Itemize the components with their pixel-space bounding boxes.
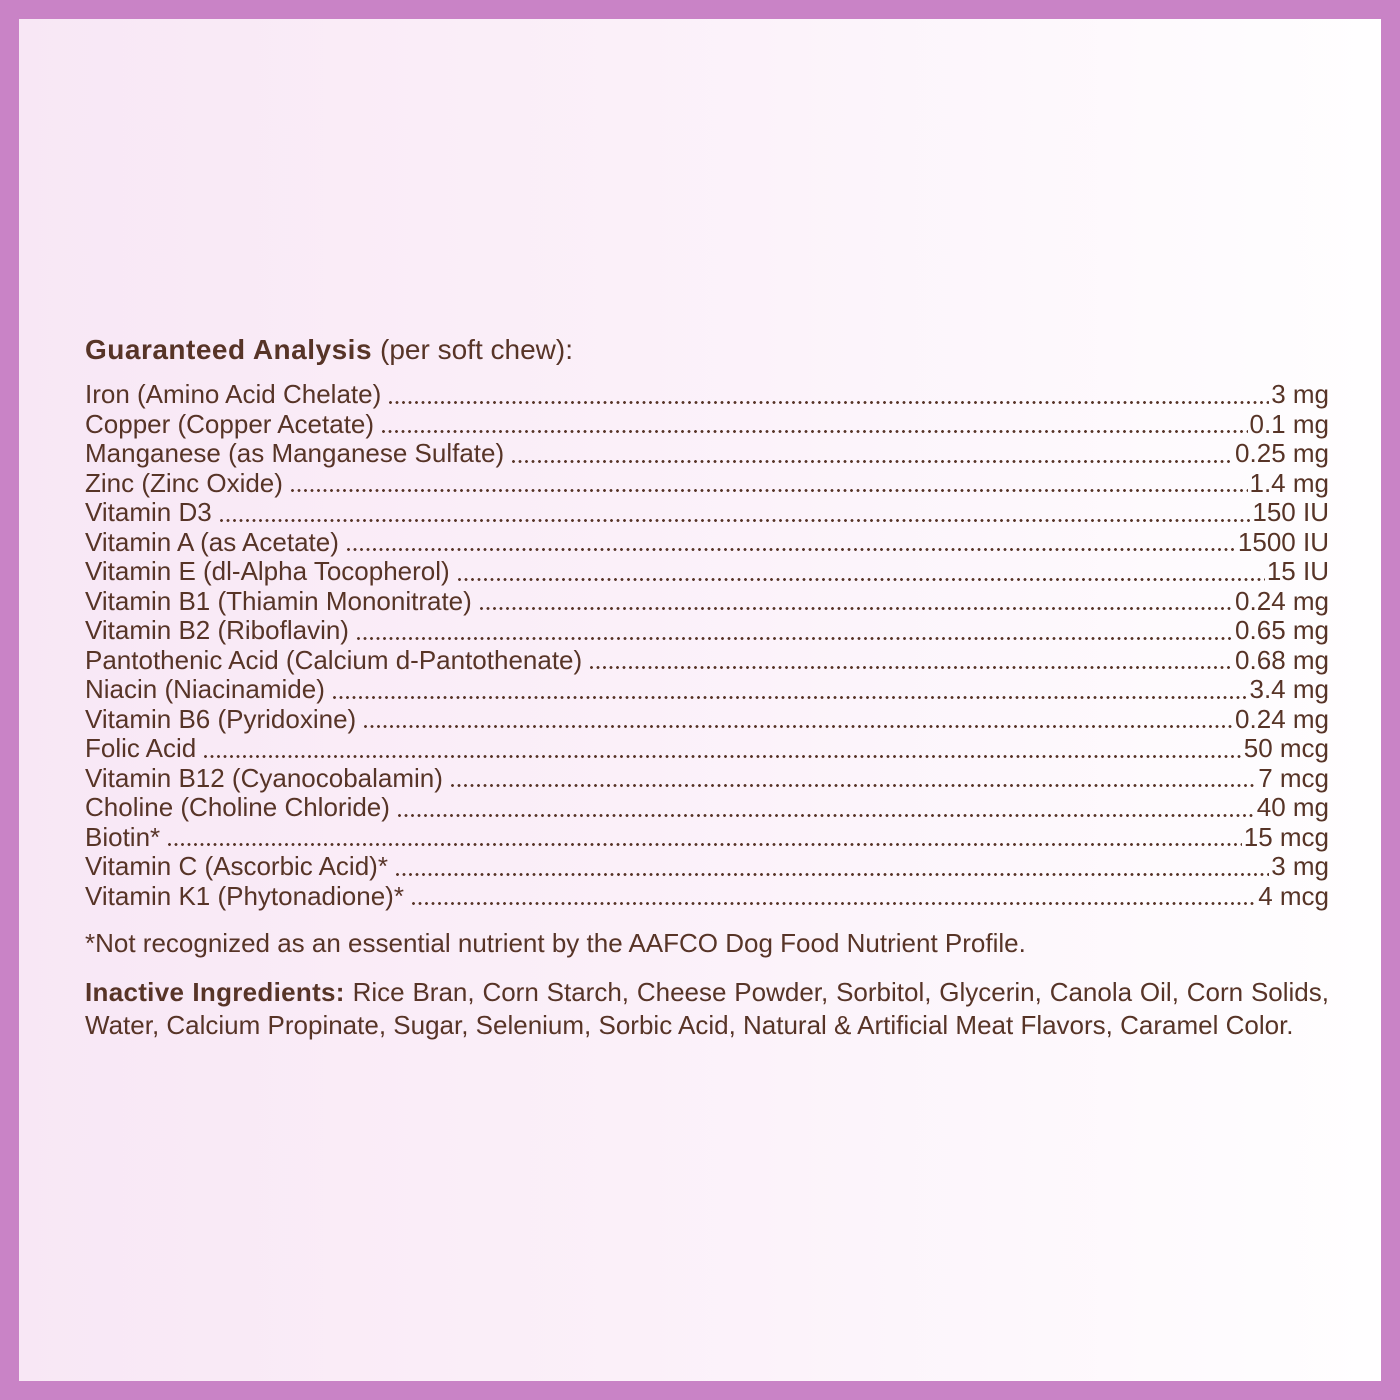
nutrient-label: Biotin* [85, 821, 161, 852]
nutrient-value: 50 mcg [1243, 733, 1329, 763]
dot-leader [412, 902, 1256, 905]
nutrient-label: Vitamin K1 (Phytonadione)* [85, 880, 404, 911]
nutrient-label: Vitamin B1 (Thiamin Mononitrate) [85, 585, 472, 616]
analysis-row [85, 498, 1329, 528]
analysis-row [85, 882, 1329, 912]
guaranteed-analysis-heading: Guaranteed Analysis [85, 334, 373, 365]
nutrient-label: Zinc (Zinc Oxide) [85, 467, 283, 498]
nutrient-value: 3 mg [1271, 851, 1329, 881]
nutrient-label: Iron (Amino Acid Chelate) [85, 379, 382, 409]
analysis-row [85, 852, 1329, 882]
analysis-row [85, 469, 1329, 499]
dot-leader [396, 873, 1269, 876]
analysis-row [85, 557, 1329, 587]
analysis-row [85, 793, 1329, 823]
dot-leader [291, 489, 1248, 492]
nutrient-label: Vitamin A (as Acetate) [85, 526, 339, 557]
inactive-ingredients-label: Inactive Ingredients: [85, 977, 345, 1007]
nutrient-value: 4 mcg [1258, 880, 1329, 911]
nutrient-value: 3 mg [1271, 379, 1329, 409]
dot-leader [590, 666, 1233, 669]
nutrient-value: 0.24 mg [1235, 703, 1329, 734]
nutrient-label: Vitamin C (Ascorbic Acid)* [85, 851, 388, 881]
analysis-row [85, 823, 1329, 853]
nutrient-value: 3.4 mg [1249, 674, 1329, 704]
nutrient-value: 0.1 mg [1249, 408, 1329, 439]
dot-leader [168, 843, 1242, 846]
analysis-row [85, 587, 1329, 617]
nutrient-label: Vitamin B2 (Riboflavin) [85, 615, 349, 645]
analysis-row [85, 646, 1329, 676]
nutrient-label: Choline (Choline Chloride) [85, 792, 390, 822]
analysis-row [85, 616, 1329, 646]
analysis-row [85, 734, 1329, 764]
dot-leader [398, 814, 1255, 817]
nutrient-label: Copper (Copper Acetate) [85, 408, 375, 439]
dot-leader [220, 519, 1251, 522]
dot-leader [451, 784, 1256, 787]
analysis-row [85, 380, 1329, 410]
dot-leader [333, 696, 1248, 699]
nutrient-value: 40 mg [1256, 792, 1329, 822]
dot-leader [458, 578, 1265, 581]
nutrient-value: 15 mcg [1243, 821, 1329, 852]
dot-leader [512, 460, 1233, 463]
nutrient-value: 0.68 mg [1235, 644, 1329, 675]
nutrient-value: 7 mcg [1258, 762, 1329, 793]
dot-leader [357, 637, 1233, 640]
nutrient-value: 0.25 mg [1235, 438, 1329, 468]
nutrient-label: Folic Acid [85, 733, 197, 763]
analysis-row [85, 675, 1329, 705]
dot-leader [382, 430, 1247, 433]
nutrient-value: 1.4 mg [1249, 467, 1329, 498]
nutrient-label: Vitamin B12 (Cyanocobalamin) [85, 762, 443, 793]
inactive-ingredients [85, 976, 1329, 1042]
dot-leader [389, 401, 1269, 404]
nutrient-value: 150 IU [1252, 497, 1329, 527]
nutrient-label: Vitamin D3 [85, 497, 212, 527]
dot-leader [204, 755, 1241, 758]
nutrient-value: 0.24 mg [1235, 585, 1329, 616]
nutrient-label: Vitamin B6 (Pyridoxine) [85, 703, 357, 734]
analysis-row [85, 705, 1329, 735]
nutrient-label: Vitamin E (dl-Alpha Tocopherol) [85, 556, 450, 586]
analysis-rows [85, 380, 1329, 911]
per-soft-chew-note: (per soft chew): [380, 334, 573, 365]
analysis-row [85, 410, 1329, 440]
nutrient-label: Niacin (Niacinamide) [85, 674, 325, 704]
analysis-row [85, 528, 1329, 558]
section-title [85, 334, 1329, 366]
guaranteed-analysis-panel [19, 19, 1381, 1042]
dot-leader [347, 548, 1236, 551]
analysis-row [85, 439, 1329, 469]
nutrient-label: Manganese (as Manganese Sulfate) [85, 438, 505, 468]
nutrient-value: 15 IU [1266, 556, 1329, 586]
aafco-footnote: *Not recognized as an essential nutrient by the AAFCO Dog Food Nutrient Profile. [85, 928, 1026, 958]
nutrient-value: 1500 IU [1237, 526, 1329, 557]
dot-leader [364, 725, 1233, 728]
nutrient-label: Pantothenic Acid (Calcium d-Pantothenate) [85, 644, 583, 675]
inactive-ingredients-text: Rice Bran, Corn Starch, Cheese Powder, Sorbitol, Glycerin, Canola Oil, Corn Solids, Water, Calcium Propinate, Sugar, Selenium, Sorbic Acid, Natural & Artificial Meat Flavors, Caramel Color. [85, 977, 1329, 1040]
nutrient-value: 0.65 mg [1235, 615, 1329, 645]
analysis-row [85, 764, 1329, 794]
dot-leader [480, 607, 1233, 610]
